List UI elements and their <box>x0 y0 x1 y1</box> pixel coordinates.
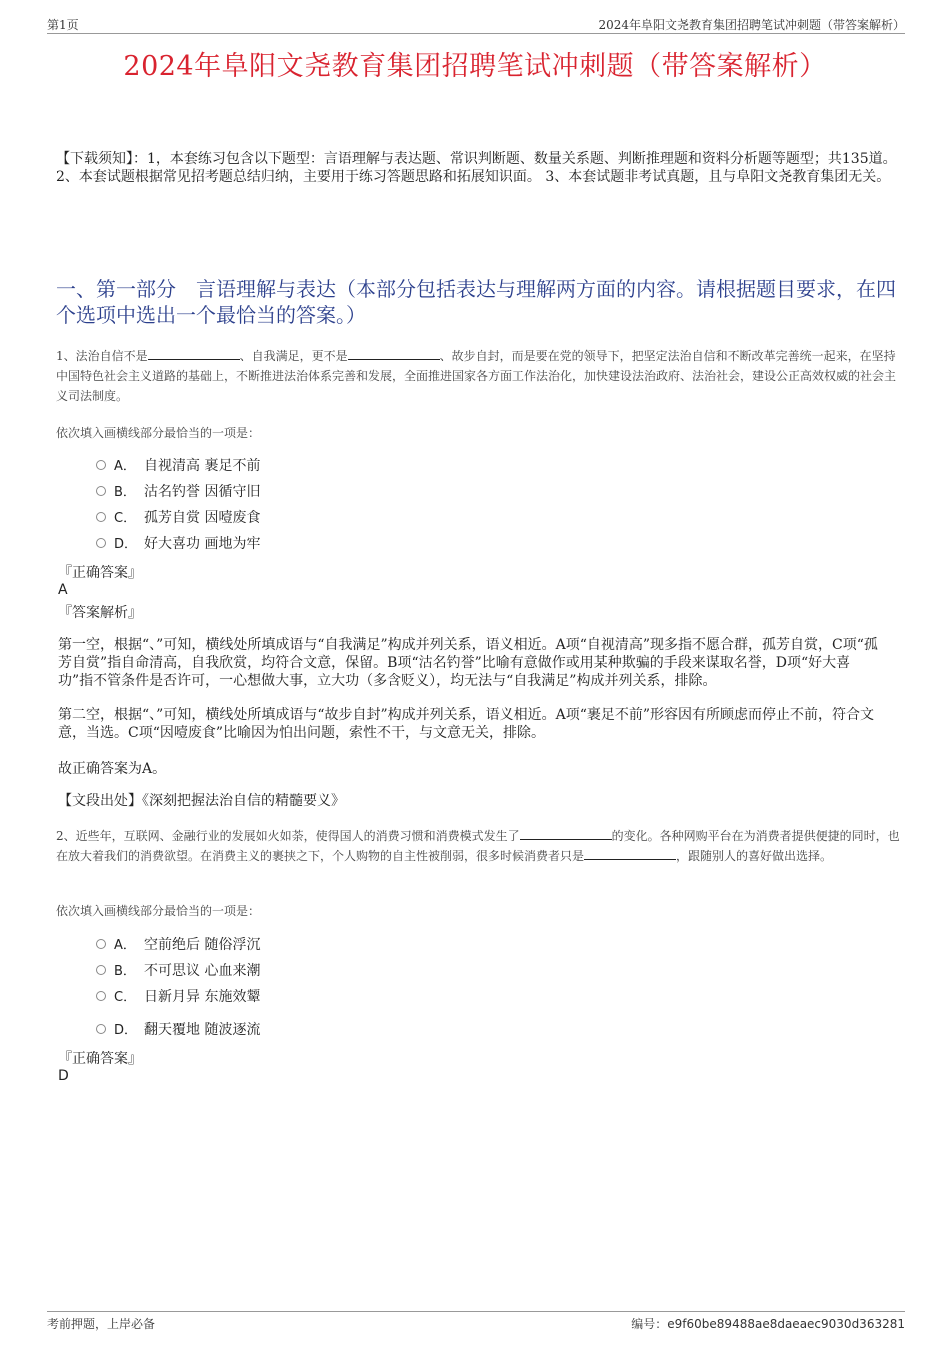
section-heading: 一、第一部分 言语理解与表达（本部分包括表达与理解两方面的内容。请根据题目要求，在四个选项中选出一个最恰当的答案。） <box>56 277 896 327</box>
question-2-answer: D <box>58 1068 69 1084</box>
radio-icon[interactable] <box>96 965 106 975</box>
option-text: 空前绝后 随俗浮沉 <box>144 937 261 953</box>
question-2-option-c[interactable] <box>96 987 260 1007</box>
option-letter: B． <box>114 964 136 979</box>
radio-icon[interactable] <box>96 1024 106 1034</box>
radio-icon[interactable] <box>96 538 106 548</box>
question-1-hint: 依次填入画横线部分最恰当的一项是： <box>56 426 261 440</box>
question-1-option-d[interactable] <box>96 534 260 554</box>
option-letter: B． <box>114 485 136 500</box>
option-letter: C． <box>114 511 137 526</box>
radio-icon[interactable] <box>96 939 106 949</box>
question-2-stem-a: 2、近些年，互联网、金融行业的发展如火如荼，使得国人的消费习惯和消费模式发生了 <box>56 829 520 843</box>
question-1-stem-b: 、自我满足，更不是 <box>239 349 348 363</box>
option-text: 沽名钓誉 因循守旧 <box>144 484 261 500</box>
option-letter: A． <box>114 459 136 474</box>
question-1-stem-a: 1、法治自信不是 <box>56 349 148 363</box>
question-1-answer: A <box>58 582 68 598</box>
page-header <box>47 15 905 34</box>
question-1-option-b[interactable] <box>96 482 260 502</box>
question-1-source: 【文段出处】《深刻把握法治自信的精髓要义》 <box>58 793 345 809</box>
download-notice: 【下载须知】：1，本套练习包含以下题型：言语理解与表达题、常识判断题、数量关系题、判断推理题和资料分析题等题型；共135道。 2、本套试题根据常见招考题总结归纳，主要用于练习答题思路和拓展知识面。 3、本套试题非考试真题，且与阜阳文尧教育集团无关。 <box>56 151 897 185</box>
question-1-option-a[interactable] <box>96 456 260 476</box>
question-1-analysis-1: 第一空，根据“、”可知，横线处所填成语与“自我满足”构成并列关系，语义相近。A项“自视清高”现多指不愿合群，孤芳自赏，C项“孤芳自赏”指自命清高，自我欣赏，均符合文意，保留。B项“沽名钓誉”比喻有意做作或用某种欺骗的手段来谋取名誉，D项“好大喜功”指不管条件是否许可，一心想做大事，立大功（多含贬义），均无法与“自我满足”构成并列关系，排除。 <box>58 637 878 689</box>
question-2-option-b[interactable] <box>96 961 260 981</box>
question-2-stem-c: ，跟随别人的喜好做出选择。 <box>676 849 833 863</box>
question-2-stem-b: 的变化。各种网购平台在为消费者提供便捷的同时，也在放大着我们的消费欲望。在消费主义的裹挟之下，个人购物的自主性被削弱，很多时候消费者只是 <box>56 829 900 863</box>
footer-code <box>631 1315 905 1332</box>
option-text: 自视清高 裹足不前 <box>144 458 261 474</box>
question-2-stem <box>56 826 902 866</box>
question-2-option-d[interactable] <box>96 1020 260 1040</box>
option-text: 不可思议 心血来潮 <box>144 963 261 979</box>
question-1-analysis-2: 第二空，根据“、”可知，横线处所填成语与“故步自封”构成并列关系，语义相近。A项“裹足不前”形容因有所顾虑而停止不前，符合文意，当选。C项“因噎废食”比喻因为怕出问题，索性不干，与文意无关，排除。 <box>58 707 875 741</box>
page-number: 第1页 <box>47 18 79 32</box>
question-2-blank-2 <box>584 847 676 860</box>
option-text: 日新月异 东施效颦 <box>144 989 261 1005</box>
question-1-stem <box>56 346 902 406</box>
option-text: 翻天覆地 随波逐流 <box>144 1022 261 1038</box>
question-1-answer-label: 『正确答案』 <box>58 565 142 581</box>
radio-icon[interactable] <box>96 486 106 496</box>
question-2-answer-label: 『正确答案』 <box>58 1051 142 1067</box>
footer-code-label: 编号： <box>631 1317 668 1331</box>
question-2-hint: 依次填入画横线部分最恰当的一项是： <box>56 904 261 918</box>
question-2-blank-1 <box>520 827 612 840</box>
question-1-blank-1 <box>148 347 240 360</box>
question-1-stem-c: 、故步自封，而是要在党的领导下，把坚定法治自信和不断改革完善统一起来，在坚持中国特色社会主义道路的基础上，不断推进法治体系完善和发展，全面推进国家各方面工作法治化，加快建设法治政府、法治社会，建设公正高效权威的社会主义司法制度。 <box>56 349 897 403</box>
document-title: 2024年阜阳文尧教育集团招聘笔试冲刺题（带答案解析） <box>123 51 827 82</box>
radio-icon[interactable] <box>96 460 106 470</box>
header-doc-title: 2024年阜阳文尧教育集团招聘笔试冲刺题（带答案解析） <box>598 18 905 32</box>
question-1-analysis-label: 『答案解析』 <box>58 605 142 621</box>
question-2-option-a[interactable] <box>96 935 260 955</box>
question-1-conclusion: 故正确答案为A。 <box>58 761 167 777</box>
option-text: 孤芳自赏 因噎废食 <box>144 510 261 526</box>
footer-code-value: e9f60be89488ae8daeaec9030d363281 <box>667 1317 905 1331</box>
option-text: 好大喜功 画地为牢 <box>144 536 261 552</box>
radio-icon[interactable] <box>96 991 106 1001</box>
option-letter: C． <box>114 990 137 1005</box>
footer-slogan: 考前押题，上岸必备 <box>47 1317 156 1331</box>
question-1-option-c[interactable] <box>96 508 260 528</box>
page-footer <box>47 1311 905 1332</box>
radio-icon[interactable] <box>96 512 106 522</box>
option-letter: D． <box>114 1023 138 1038</box>
option-letter: A． <box>114 938 136 953</box>
question-1-blank-2 <box>348 347 440 360</box>
option-letter: D． <box>114 537 138 552</box>
